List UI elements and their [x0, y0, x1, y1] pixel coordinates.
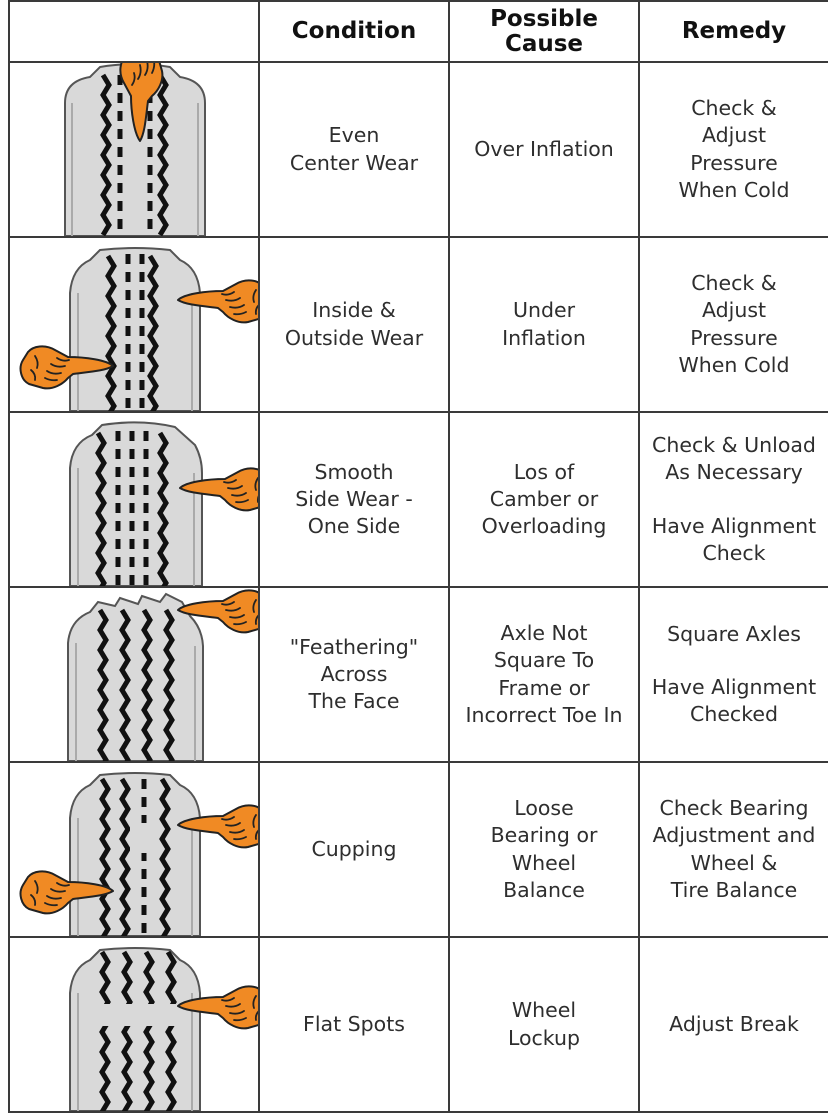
- condition-line: The Face: [308, 689, 400, 714]
- remedy-line: Adjust: [701, 123, 767, 148]
- cause-line: Axle Not: [500, 621, 588, 646]
- cause-line: Inflation: [502, 325, 586, 350]
- condition-line: Outside Wear: [284, 325, 424, 350]
- remedy-line: Check &: [691, 96, 777, 121]
- table-row: [9, 762, 828, 937]
- remedy-line: Checked: [690, 702, 778, 727]
- even-center-wear-tire-icon: [10, 63, 259, 236]
- cause-cell: [449, 937, 639, 1112]
- tire-wear-table: [8, 0, 828, 1113]
- cause-line: Square To: [493, 648, 595, 673]
- condition-line: Side Wear -: [295, 486, 413, 511]
- remedy-line: Adjust: [701, 298, 767, 323]
- condition-cell: [259, 762, 449, 937]
- header-row: [9, 1, 828, 62]
- condition-cell: [259, 237, 449, 412]
- cause-line: Bearing or: [490, 823, 598, 848]
- table-row: [9, 62, 828, 237]
- tire-image-cell: [9, 62, 259, 237]
- tire-image-cell: [9, 937, 259, 1112]
- cause-cell: [449, 62, 639, 237]
- remedy-cell: [639, 237, 828, 412]
- condition-line: Cupping: [311, 836, 397, 861]
- cause-line: Camber or: [489, 486, 599, 511]
- cause-line: Lockup: [507, 1025, 581, 1050]
- cause-line: Under: [512, 298, 576, 323]
- remedy-line: Tire Balance: [670, 877, 798, 902]
- remedy-cell: [639, 412, 828, 587]
- cause-line: Over Inflation: [474, 136, 614, 161]
- tire-image-cell: [9, 412, 259, 587]
- one-side-wear-tire-icon: [10, 413, 259, 586]
- condition-cell: [259, 937, 449, 1112]
- remedy-line: Wheel &: [690, 850, 778, 875]
- remedy-line: Check &: [691, 271, 777, 296]
- table-row: [9, 587, 828, 762]
- remedy-line: Adjustment and: [652, 823, 816, 848]
- table-row: [9, 237, 828, 412]
- header-image-cell: [9, 1, 259, 62]
- remedy-spacer: [644, 487, 824, 513]
- remedy-line: Square Axles: [667, 621, 801, 646]
- remedy-cell: [639, 762, 828, 937]
- remedy-spacer: [644, 648, 824, 674]
- condition-line: "Feathering": [289, 634, 419, 659]
- cause-cell: [449, 762, 639, 937]
- remedy-line: When Cold: [678, 352, 790, 377]
- tire-image-cell: [9, 762, 259, 937]
- inside-outside-wear-tire-icon: [10, 238, 259, 411]
- remedy-line: Pressure: [690, 325, 778, 350]
- cause-line: Wheel: [511, 850, 577, 875]
- condition-line: Smooth: [314, 459, 394, 484]
- cause-cell: [449, 237, 639, 412]
- remedy-line: Adjust Break: [669, 1011, 799, 1036]
- cause-line: Incorrect Toe In: [465, 702, 623, 727]
- condition-cell: [259, 412, 449, 587]
- remedy-cell: [639, 587, 828, 762]
- cause-line: Wheel: [511, 998, 577, 1023]
- condition-line: Across: [320, 661, 388, 686]
- cause-line: Los of: [513, 459, 575, 484]
- condition-cell: [259, 587, 449, 762]
- header-cause-line: Possible: [490, 6, 598, 33]
- condition-cell: [259, 62, 449, 237]
- remedy-line: Have Alignment: [651, 674, 817, 699]
- cause-line: Overloading: [481, 514, 607, 539]
- remedy-line: Check: [702, 540, 766, 565]
- remedy-line: Have Alignment: [651, 513, 817, 538]
- tire-image-cell: [9, 237, 259, 412]
- header-cause-line: Cause: [504, 30, 584, 57]
- condition-line: Inside &: [312, 298, 396, 323]
- header-condition: Condition: [259, 1, 449, 62]
- tire-image-cell: [9, 587, 259, 762]
- remedy-line: When Cold: [678, 177, 790, 202]
- feathering-tire-icon: [10, 588, 259, 761]
- cause-line: Balance: [503, 877, 585, 902]
- remedy-line: As Necessary: [665, 460, 803, 485]
- cupping-tire-icon: [10, 763, 259, 936]
- cause-line: Loose: [514, 796, 574, 821]
- remedy-line: Pressure: [690, 150, 778, 175]
- table-row: [9, 937, 828, 1112]
- cause-cell: [449, 587, 639, 762]
- table-row: [9, 412, 828, 587]
- remedy-cell: [639, 937, 828, 1112]
- remedy-cell: [639, 62, 828, 237]
- cause-line: Frame or: [498, 675, 590, 700]
- flat-spots-tire-icon: [10, 938, 259, 1111]
- header-possible-cause: [449, 1, 639, 62]
- condition-line: Flat Spots: [303, 1011, 405, 1036]
- cause-cell: [449, 412, 639, 587]
- condition-line: One Side: [307, 514, 401, 539]
- header-remedy: Remedy: [639, 1, 828, 62]
- remedy-line: Check Bearing: [659, 796, 809, 821]
- remedy-line: Check & Unload: [652, 433, 816, 458]
- condition-line: Center Wear: [289, 150, 419, 175]
- condition-line: Even: [328, 123, 380, 148]
